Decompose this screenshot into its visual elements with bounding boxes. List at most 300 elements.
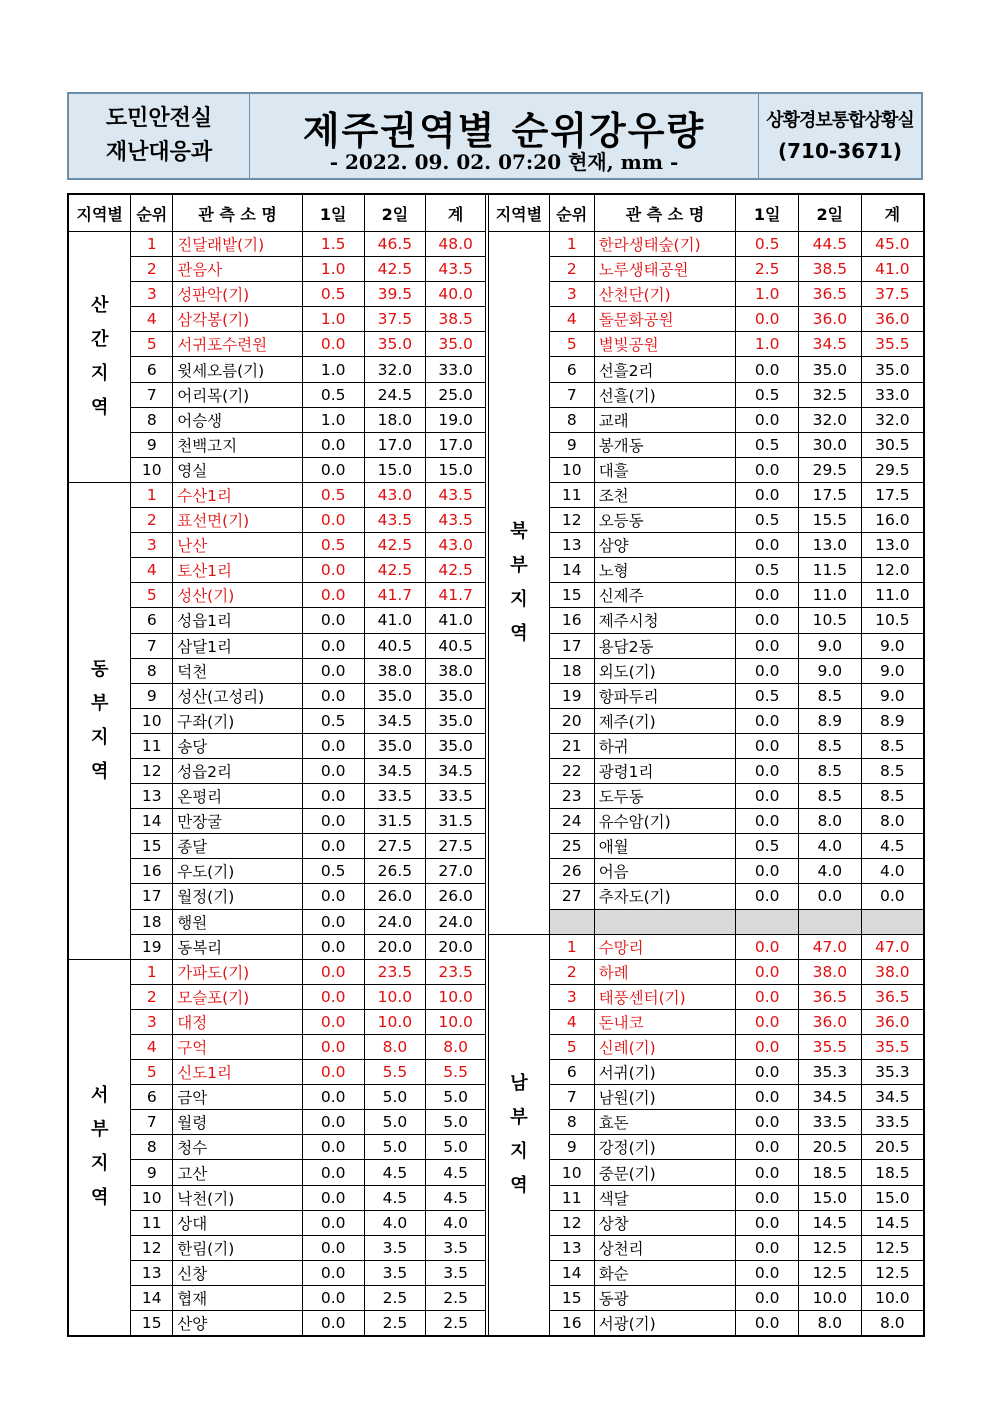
total-cell: 47.0 xyxy=(861,934,924,959)
region-name-char: 역 xyxy=(510,622,528,644)
station-name-cell: 봉개동 xyxy=(594,432,736,457)
total-cell: 0.0 xyxy=(861,884,924,909)
rank-cell: 19 xyxy=(549,683,594,708)
station-name-cell: 항파두리 xyxy=(594,683,736,708)
total-cell: 26.0 xyxy=(426,884,486,909)
rank-cell: 3 xyxy=(549,282,594,307)
day2-cell: 34.5 xyxy=(364,758,426,783)
total-cell: 14.5 xyxy=(861,1210,924,1235)
station-name-cell: 동복리 xyxy=(173,934,303,959)
station-name-cell: 태풍센터(기) xyxy=(594,984,736,1009)
day2-cell: 32.5 xyxy=(798,382,861,407)
column-gap xyxy=(486,508,489,533)
total-cell: 29.5 xyxy=(861,457,924,482)
column-gap xyxy=(486,382,489,407)
total-cell: 8.0 xyxy=(861,809,924,834)
day1-cell: 0.5 xyxy=(736,432,799,457)
station-name-cell: 수망리 xyxy=(594,934,736,959)
column-gap xyxy=(486,1235,489,1260)
col-total-left: 계 xyxy=(426,194,486,232)
day1-cell: 0.0 xyxy=(302,558,364,583)
rank-cell: 13 xyxy=(549,533,594,558)
column-gap xyxy=(486,884,489,909)
day2-cell: 0.0 xyxy=(798,884,861,909)
total-cell: 5.5 xyxy=(426,1060,486,1085)
day1-cell: 0.5 xyxy=(736,558,799,583)
station-name-cell: 서귀포수련원 xyxy=(173,332,303,357)
day2-cell: 2.5 xyxy=(364,1311,426,1337)
station-name-cell: 덕천 xyxy=(173,658,303,683)
rank-cell: 27 xyxy=(549,884,594,909)
column-gap xyxy=(486,683,489,708)
station-name-cell: 제주(기) xyxy=(594,708,736,733)
day1-cell: 0.0 xyxy=(302,909,364,934)
total-cell: 43.0 xyxy=(426,533,486,558)
station-name-cell: 산양 xyxy=(173,1311,303,1337)
station-name-cell: 성산(기) xyxy=(173,583,303,608)
col-day2-right: 2일 xyxy=(798,194,861,232)
station-name-cell: 종달 xyxy=(173,834,303,859)
day1-cell: 0.0 xyxy=(736,708,799,733)
station-name-cell: 대흘 xyxy=(594,457,736,482)
total-cell: 40.5 xyxy=(426,633,486,658)
day1-cell: 0.0 xyxy=(736,884,799,909)
column-gap xyxy=(486,959,489,984)
station-name-cell: 토산1리 xyxy=(173,558,303,583)
station-name-cell: 청수 xyxy=(173,1135,303,1160)
rank-cell: 13 xyxy=(131,1260,173,1285)
rank-cell: 5 xyxy=(549,1035,594,1060)
rank-cell: 6 xyxy=(549,357,594,382)
total-cell: 35.3 xyxy=(861,1060,924,1085)
office-phone: (710-3671) xyxy=(778,139,902,163)
column-gap xyxy=(486,733,489,758)
day1-cell: 0.0 xyxy=(736,959,799,984)
region-cell-right_regions xyxy=(488,934,549,1336)
day2-cell: 32.0 xyxy=(798,407,861,432)
station-name-cell: 효돈 xyxy=(594,1110,736,1135)
day2-cell: 15.0 xyxy=(798,1185,861,1210)
day1-cell: 0.0 xyxy=(302,959,364,984)
day2-cell: 9.0 xyxy=(798,633,861,658)
station-name-cell: 금악 xyxy=(173,1085,303,1110)
day2-cell: 5.0 xyxy=(364,1110,426,1135)
total-cell: 2.5 xyxy=(426,1285,486,1310)
rank-cell: 1 xyxy=(549,232,594,257)
day1-cell: 0.0 xyxy=(302,884,364,909)
station-name-cell: 화순 xyxy=(594,1260,736,1285)
column-gap xyxy=(486,1085,489,1110)
total-cell: 32.0 xyxy=(861,407,924,432)
day2-cell: 4.0 xyxy=(798,859,861,884)
day2-cell: 20.5 xyxy=(798,1135,861,1160)
column-gap xyxy=(486,758,489,783)
rank-cell: 18 xyxy=(549,658,594,683)
station-name-cell: 표선면(기) xyxy=(173,508,303,533)
day2-cell: 10.0 xyxy=(364,984,426,1009)
day1-cell: 0.0 xyxy=(302,683,364,708)
total-cell: 10.0 xyxy=(426,984,486,1009)
region-name-char: 지 xyxy=(510,1140,528,1162)
day2-cell: 2.5 xyxy=(364,1285,426,1310)
total-cell: 33.5 xyxy=(426,784,486,809)
column-gap xyxy=(486,432,489,457)
table-header-row xyxy=(68,194,924,232)
region-name-char: 역 xyxy=(90,396,109,418)
column-gap xyxy=(486,257,489,282)
total-cell: 23.5 xyxy=(426,959,486,984)
station-name-cell: 가파도(기) xyxy=(173,959,303,984)
rank-cell: 15 xyxy=(549,1285,594,1310)
station-name-cell: 유수암(기) xyxy=(594,809,736,834)
day2-cell: 3.5 xyxy=(364,1260,426,1285)
day1-cell: 0.0 xyxy=(736,1009,799,1034)
rank-cell: 10 xyxy=(131,708,173,733)
column-gap xyxy=(486,533,489,558)
station-name-cell: 별빛공원 xyxy=(594,332,736,357)
col-rank-right: 순위 xyxy=(549,194,594,232)
station-name-cell: 모슬포(기) xyxy=(173,984,303,1009)
rank-cell: 15 xyxy=(549,583,594,608)
rank-cell: 10 xyxy=(549,457,594,482)
station-name-cell: 삼각봉(기) xyxy=(173,307,303,332)
office-name: 상황경보통합상황실 xyxy=(766,110,914,131)
day1-cell: 0.0 xyxy=(302,1160,364,1185)
day1-cell: 0.0 xyxy=(736,1311,799,1337)
rank-cell: 5 xyxy=(131,583,173,608)
column-gap xyxy=(486,1060,489,1085)
day2-cell: 12.5 xyxy=(798,1260,861,1285)
total-cell: 43.5 xyxy=(426,482,486,507)
station-name-cell: 서광(기) xyxy=(594,1311,736,1337)
station-name-cell: 대정 xyxy=(173,1009,303,1034)
day2-cell: 8.0 xyxy=(798,809,861,834)
day1-cell: 0.5 xyxy=(736,683,799,708)
rank-cell: 7 xyxy=(131,1110,173,1135)
day2-cell: 17.0 xyxy=(364,432,426,457)
column-gap xyxy=(486,482,489,507)
station-name-cell: 제주시청 xyxy=(594,608,736,633)
total-cell: 48.0 xyxy=(426,232,486,257)
total-cell: 17.5 xyxy=(861,482,924,507)
rank-cell: 15 xyxy=(131,1311,173,1337)
total-cell: 15.0 xyxy=(426,457,486,482)
rank-cell: 10 xyxy=(131,1185,173,1210)
station-name-cell: 신례(기) xyxy=(594,1035,736,1060)
station-name-cell: 신창 xyxy=(173,1260,303,1285)
region-cell-left_regions xyxy=(68,232,131,483)
rank-cell: 10 xyxy=(131,457,173,482)
rank-cell: 8 xyxy=(549,1110,594,1135)
day2-cell: 10.0 xyxy=(798,1285,861,1310)
day1-cell: 0.0 xyxy=(736,784,799,809)
station-name-cell: 돈내코 xyxy=(594,1009,736,1034)
day1-cell: 0.0 xyxy=(736,583,799,608)
total-cell: 4.5 xyxy=(426,1160,486,1185)
column-gap xyxy=(486,307,489,332)
total-cell: 18.5 xyxy=(861,1160,924,1185)
total-cell: 8.5 xyxy=(861,758,924,783)
day2-cell: 47.0 xyxy=(798,934,861,959)
day2-cell: 11.5 xyxy=(798,558,861,583)
station-name-cell: 상천리 xyxy=(594,1235,736,1260)
day2-cell: 35.3 xyxy=(798,1060,861,1085)
total-cell: 11.0 xyxy=(861,583,924,608)
rank-cell: 4 xyxy=(131,558,173,583)
total-cell: 41.0 xyxy=(861,257,924,282)
day2-cell: 15.5 xyxy=(798,508,861,533)
column-gap xyxy=(486,784,489,809)
total-cell: 36.0 xyxy=(861,1009,924,1034)
rainfall-table xyxy=(67,193,925,1337)
rank-cell: 15 xyxy=(131,834,173,859)
day2-cell: 31.5 xyxy=(364,809,426,834)
rank-cell: 12 xyxy=(549,508,594,533)
station-name-cell: 우도(기) xyxy=(173,859,303,884)
day1-cell: 0.0 xyxy=(736,809,799,834)
total-cell: 3.5 xyxy=(426,1235,486,1260)
station-name-cell: 구억 xyxy=(173,1035,303,1060)
day1-cell: 0.0 xyxy=(736,984,799,1009)
day2-cell: 10.5 xyxy=(798,608,861,633)
title-block xyxy=(249,94,759,178)
column-gap xyxy=(486,457,489,482)
day2-cell: 35.0 xyxy=(364,733,426,758)
region-name-char: 지 xyxy=(90,362,109,384)
day1-cell: 1.0 xyxy=(736,332,799,357)
day1-cell: 0.0 xyxy=(736,934,799,959)
station-name-cell: 윗세오름(기) xyxy=(173,357,303,382)
total-cell: 3.5 xyxy=(426,1260,486,1285)
total-cell: 16.0 xyxy=(861,508,924,533)
station-name-cell: 낙천(기) xyxy=(173,1185,303,1210)
rank-cell: 6 xyxy=(131,357,173,382)
col-total-right: 계 xyxy=(861,194,924,232)
rank-cell: 2 xyxy=(549,959,594,984)
column-gap xyxy=(486,984,489,1009)
page-subtitle: - 2022. 09. 02. 07:20 현재, mm - xyxy=(329,150,679,174)
station-name-cell: 상창 xyxy=(594,1210,736,1235)
rank-cell: 16 xyxy=(549,1311,594,1337)
rank-cell: 11 xyxy=(131,733,173,758)
station-name-cell: 행원 xyxy=(173,909,303,934)
total-cell: 4.5 xyxy=(861,834,924,859)
rank-cell: 8 xyxy=(131,658,173,683)
rank-cell: 23 xyxy=(549,784,594,809)
total-cell: 24.0 xyxy=(426,909,486,934)
day2-cell: 35.0 xyxy=(364,332,426,357)
total-cell: 5.0 xyxy=(426,1135,486,1160)
total-cell: 31.5 xyxy=(426,809,486,834)
total-cell: 41.0 xyxy=(426,608,486,633)
rank-cell: 4 xyxy=(549,1009,594,1034)
day2-cell: 23.5 xyxy=(364,959,426,984)
station-name-cell: 서귀(기) xyxy=(594,1060,736,1085)
day1-cell: 0.0 xyxy=(736,1185,799,1210)
column-gap xyxy=(486,909,489,934)
total-cell: 9.0 xyxy=(861,683,924,708)
day1-cell: 0.5 xyxy=(302,482,364,507)
region-name-char: 동 xyxy=(90,658,109,680)
day1-cell: 1.5 xyxy=(302,232,364,257)
day1-cell: 0.0 xyxy=(736,633,799,658)
column-gap xyxy=(486,407,489,432)
rank-cell: 1 xyxy=(549,934,594,959)
rank-cell: 8 xyxy=(549,407,594,432)
station-name-cell: 하례 xyxy=(594,959,736,984)
rank-cell: 2 xyxy=(549,257,594,282)
rank-cell: 6 xyxy=(549,1060,594,1085)
total-cell: 2.5 xyxy=(426,1311,486,1337)
total-cell: 4.5 xyxy=(426,1185,486,1210)
day1-cell: 0.0 xyxy=(302,608,364,633)
day2-cell: 14.5 xyxy=(798,1210,861,1235)
total-cell: 9.0 xyxy=(861,658,924,683)
station-name-cell: 성읍2리 xyxy=(173,758,303,783)
day1-cell: 0.0 xyxy=(736,1285,799,1310)
station-name-cell: 상대 xyxy=(173,1210,303,1235)
day1-cell: 1.0 xyxy=(302,357,364,382)
column-gap xyxy=(486,1160,489,1185)
station-name-cell: 산천단(기) xyxy=(594,282,736,307)
total-cell: 15.0 xyxy=(861,1185,924,1210)
day1-cell: 0.5 xyxy=(736,508,799,533)
station-name-cell: 교래 xyxy=(594,407,736,432)
total-cell: 8.0 xyxy=(426,1035,486,1060)
rainfall-table-wrapper xyxy=(67,193,925,1337)
day2-cell: 38.0 xyxy=(798,959,861,984)
rank-cell: 4 xyxy=(131,307,173,332)
rank-cell: 16 xyxy=(549,608,594,633)
station-name-cell: 하귀 xyxy=(594,733,736,758)
rank-cell: 1 xyxy=(131,959,173,984)
rank-cell: 9 xyxy=(549,432,594,457)
column-gap xyxy=(486,1210,489,1235)
day1-cell: 0.5 xyxy=(302,533,364,558)
region-name-char: 역 xyxy=(90,1187,109,1209)
day1-cell: 0.0 xyxy=(302,1110,364,1135)
day2-cell: 35.0 xyxy=(364,683,426,708)
column-gap xyxy=(486,608,489,633)
day1-cell: 0.0 xyxy=(302,934,364,959)
day2-cell xyxy=(798,909,861,934)
rank-cell: 7 xyxy=(549,382,594,407)
station-name-cell: 색달 xyxy=(594,1185,736,1210)
rank-cell: 9 xyxy=(549,1135,594,1160)
day1-cell: 0.0 xyxy=(736,1135,799,1160)
station-name-cell: 조천 xyxy=(594,482,736,507)
rank-cell xyxy=(549,909,594,934)
region-cell-left_regions xyxy=(68,482,131,959)
rank-cell: 3 xyxy=(131,533,173,558)
station-name-cell: 난산 xyxy=(173,533,303,558)
dept-line-1: 도민안전실 xyxy=(105,106,213,131)
rank-cell: 13 xyxy=(131,784,173,809)
rank-cell: 11 xyxy=(131,1210,173,1235)
day1-cell: 1.0 xyxy=(302,407,364,432)
rank-cell: 26 xyxy=(549,859,594,884)
rank-cell: 22 xyxy=(549,758,594,783)
day1-cell: 0.0 xyxy=(302,834,364,859)
day1-cell: 0.0 xyxy=(736,1035,799,1060)
station-name-cell: 관음사 xyxy=(173,257,303,282)
rank-cell: 18 xyxy=(131,909,173,934)
station-name-cell: 삼달1리 xyxy=(173,633,303,658)
day1-cell: 0.0 xyxy=(302,733,364,758)
rank-cell: 11 xyxy=(549,482,594,507)
day1-cell: 0.0 xyxy=(736,533,799,558)
station-name-cell: 삼양 xyxy=(594,533,736,558)
total-cell: 30.5 xyxy=(861,432,924,457)
day2-cell: 4.0 xyxy=(364,1210,426,1235)
day2-cell: 30.0 xyxy=(798,432,861,457)
total-cell: 43.5 xyxy=(426,257,486,282)
column-gap xyxy=(486,1311,489,1337)
column-gap xyxy=(486,809,489,834)
column-gap xyxy=(486,1185,489,1210)
day1-cell: 0.0 xyxy=(302,457,364,482)
day1-cell: 0.0 xyxy=(736,758,799,783)
day1-cell: 0.0 xyxy=(302,1009,364,1034)
total-cell: 8.5 xyxy=(861,733,924,758)
station-name-cell: 고산 xyxy=(173,1160,303,1185)
total-cell: 12.5 xyxy=(861,1235,924,1260)
total-cell: 9.0 xyxy=(861,633,924,658)
region-cell-left_regions xyxy=(68,959,131,1336)
rank-cell: 13 xyxy=(549,1235,594,1260)
station-name-cell: 협재 xyxy=(173,1285,303,1310)
day2-cell: 26.5 xyxy=(364,859,426,884)
station-name-cell: 월령 xyxy=(173,1110,303,1135)
rank-cell: 3 xyxy=(131,282,173,307)
total-cell: 35.0 xyxy=(861,357,924,382)
department-block xyxy=(69,94,249,178)
day1-cell: 0.0 xyxy=(302,508,364,533)
total-cell: 40.0 xyxy=(426,282,486,307)
day2-cell: 24.0 xyxy=(364,909,426,934)
day2-cell: 18.5 xyxy=(798,1160,861,1185)
day1-cell: 0.0 xyxy=(736,482,799,507)
total-cell: 12.5 xyxy=(861,1260,924,1285)
col-day1-right: 1일 xyxy=(736,194,799,232)
day2-cell: 34.5 xyxy=(364,708,426,733)
total-cell: 37.5 xyxy=(861,282,924,307)
day1-cell: 0.5 xyxy=(736,232,799,257)
rank-cell: 20 xyxy=(549,708,594,733)
station-name-cell: 용담2동 xyxy=(594,633,736,658)
day2-cell: 39.5 xyxy=(364,282,426,307)
day2-cell: 34.5 xyxy=(798,332,861,357)
total-cell: 45.0 xyxy=(861,232,924,257)
rank-cell: 4 xyxy=(131,1035,173,1060)
region-cell-right_regions xyxy=(488,232,549,935)
col-day2-left: 2일 xyxy=(364,194,426,232)
day2-cell: 27.5 xyxy=(364,834,426,859)
total-cell: 33.0 xyxy=(861,382,924,407)
station-name-cell: 한림(기) xyxy=(173,1235,303,1260)
day2-cell: 34.5 xyxy=(798,1085,861,1110)
day1-cell: 0.0 xyxy=(302,583,364,608)
station-name-cell: 구좌(기) xyxy=(173,708,303,733)
rank-cell: 3 xyxy=(131,1009,173,1034)
day2-cell: 26.0 xyxy=(364,884,426,909)
day1-cell: 0.0 xyxy=(736,407,799,432)
rank-cell: 10 xyxy=(549,1160,594,1185)
day2-cell: 8.5 xyxy=(798,733,861,758)
table-row xyxy=(68,232,924,257)
total-cell xyxy=(861,909,924,934)
rank-cell: 11 xyxy=(549,1185,594,1210)
